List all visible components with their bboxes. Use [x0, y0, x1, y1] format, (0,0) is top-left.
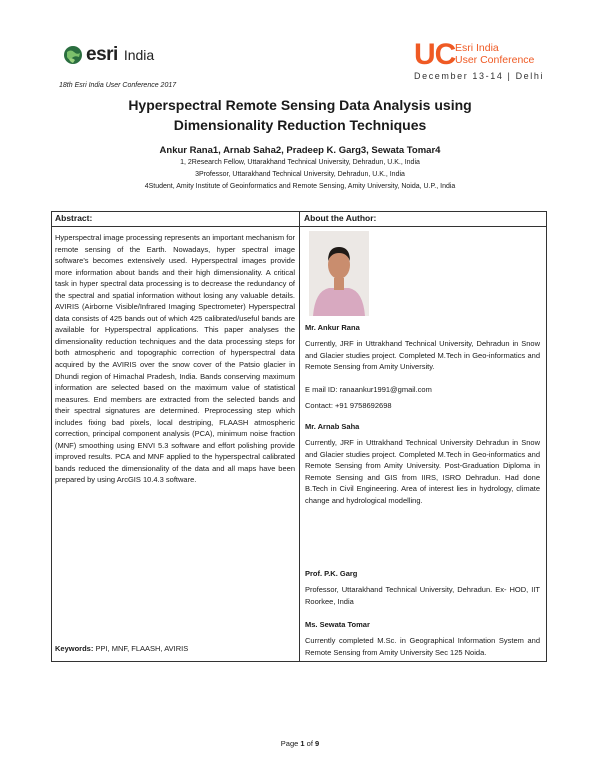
uc-line1: Esri India	[455, 42, 499, 54]
paper-title	[0, 95, 600, 135]
globe-icon	[63, 45, 83, 65]
esri-india-logo	[63, 44, 154, 66]
page-of: of	[306, 739, 313, 748]
about-author-heading: About the Author:	[304, 213, 377, 223]
author-1-contact: Contact: +91 9758692698	[305, 401, 392, 410]
author-photo	[309, 231, 369, 316]
conference-line: 18th Esri India User Conference 2017	[59, 82, 177, 89]
column-divider	[299, 211, 300, 662]
page-total: 9	[315, 739, 320, 748]
uc-mark: UC	[414, 38, 456, 71]
author-1-email: E mail ID: ranaankur1991@gmail.com	[305, 385, 432, 394]
author-4-bio: Currently completed M.Sc. in Geographical Information System and Remote Sensing from Amity University Sec 125 Noida.	[305, 636, 540, 657]
author-1-name: Mr. Ankur Rana	[305, 323, 360, 332]
title-line-2: Dimensionality Reduction Techniques	[173, 117, 427, 133]
author-1-bio: Currently, JRF in Uttrakhand Technical University, Dehradun in Snow and Glacier studies project. Completed M.Tech in Geo-informatics and Remote Sensing from Amity University.	[305, 339, 540, 371]
esri-wordmark: esri	[86, 44, 118, 65]
author-4-name: Ms. Sewata Tomar	[305, 620, 370, 629]
uc-dates: December 13-14 | Delhi	[414, 71, 545, 81]
page-number	[0, 739, 600, 748]
page-current: 1	[300, 739, 305, 748]
uc-line2: User Conference	[455, 54, 535, 66]
user-conference-logo	[414, 40, 554, 84]
author-2-name: Mr. Arnab Saha	[305, 422, 360, 431]
esri-country: India	[123, 47, 155, 63]
affiliation-3: 4Student, Amity Institute of Geoinformatics and Remote Sensing, Amity University, Noida, U.P., India	[144, 183, 456, 190]
author-2-bio: Currently, JRF in Uttrakhand Technical University Dehradun in Snow and Glacier studies project. Completed M.Tech in Geo-informatics and Remote Sensing from Amity University. Post-Graduation Diploma in Remote Sensing and GIS from IIRS, ISRO Dehradun. Had done B.Tech in Civil Engineering. Area of interest lies in hydrology, climate change and hydrological modelling.	[305, 438, 540, 505]
about-author-header	[300, 211, 547, 227]
keywords-label: Keywords:	[55, 644, 94, 653]
abstract-body: Hyperspectral image processing represents an important mechanism for remote sensing of the Earth. Nowadays, hyper spectral image software's becomes extensively used. Hyperspectral images provide more information about bands and their high dimensionality. A critical task in hyper spectral data processing is to decrease the redundancy of the spectral and spatial information without losing any valuable details. AVIRIS (Airborne Visible/Infrared Imaging Spectrometer) Hyperspectral data consists of 425 bands out of which 425 calibrated/useful bands are available for Hyperspectral applications. This paper analyses the dimensionality reduction techniques and the data processing steps for both atmospheric and topographic correction of hyperspectral data acquired by the AVIRIS over the snow cover of the Patsio glacier in Dhundi region of Himachal Pradesh, India. Bands conserving maximum information are selected based on the maximum value of statistical measures. End members are extracted from the selected bands and their spectral signatures are determined. Preprocessing step which includes fixing bad pixels, local destriping, FLAASH atmospheric correction, principal component analysis (PCA), minimum noise fraction (MNF) smoothing using ENVI 5.3 software and effort polishing provide improved results. PCA and MNF applied to the hyperspectral calibrated bands reduced the dimensionality of the data and all maps have been prepared by using ArcGIS 10.4.3 software.	[55, 233, 295, 485]
affiliation-2: 3Professor, Uttarakhand Technical University, Dehradun, U.K., India	[195, 171, 405, 178]
abstract-header	[51, 211, 300, 227]
affiliation-1: 1, 2Research Fellow, Uttarakhand Technical University, Dehradun, U.K., India	[180, 159, 420, 166]
title-line-1: Hyperspectral Remote Sensing Data Analysis using	[128, 97, 472, 113]
author-3-bio: Professor, Uttarakhand Technical University, Dehradun. Ex- HOD, IIT Roorkee, India	[305, 585, 540, 606]
keywords-value: PPI, MNF, FLAASH, AVIRIS	[95, 644, 189, 653]
author-3-name: Prof. P.K. Garg	[305, 569, 358, 578]
page-label: Page	[280, 739, 299, 748]
abstract-heading: Abstract:	[55, 213, 93, 223]
author-list: Ankur Rana1, Arnab Saha2, Pradeep K. Garg3, Sewata Tomar4	[159, 145, 441, 156]
keywords-line	[55, 644, 295, 653]
